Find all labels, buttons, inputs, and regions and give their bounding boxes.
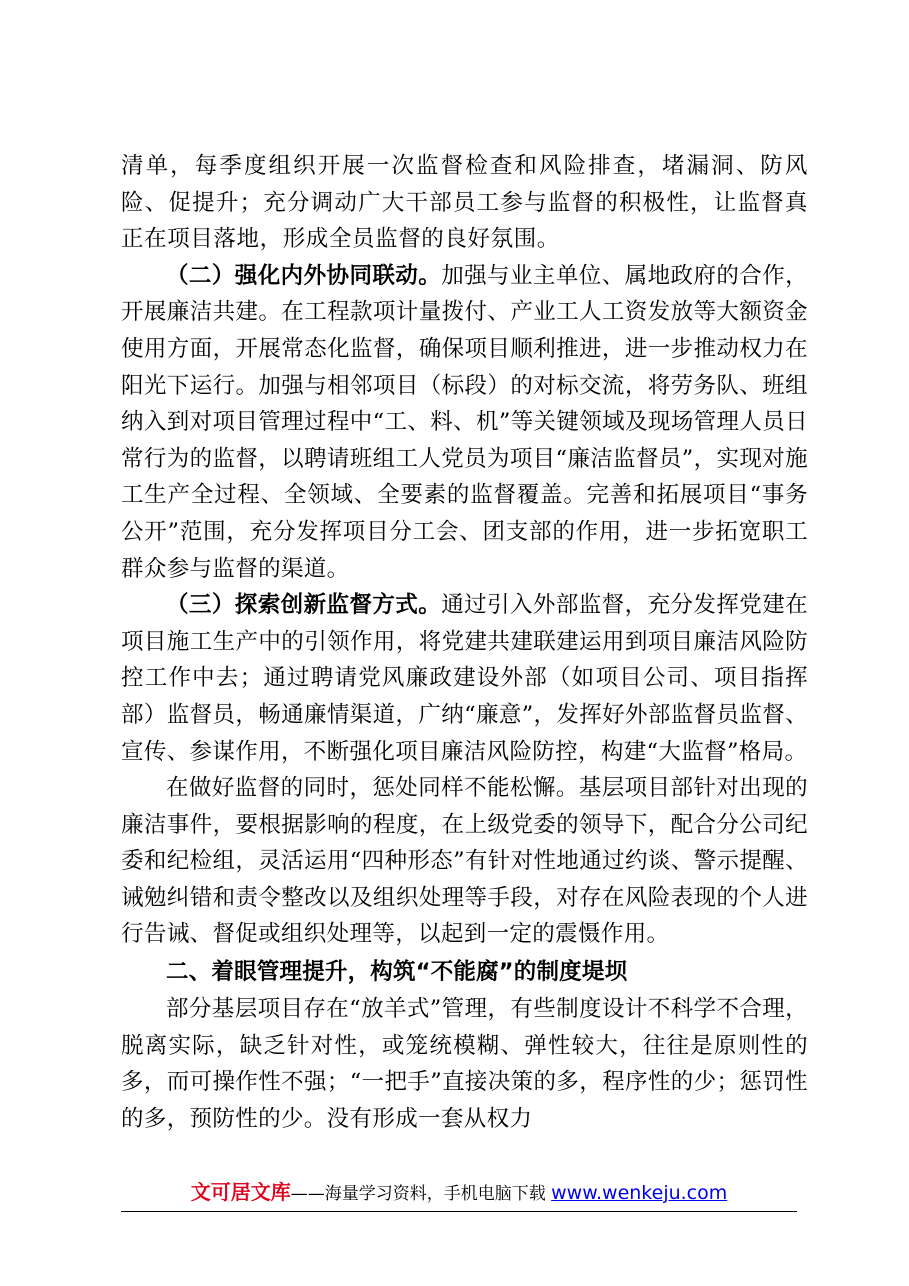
paragraph-text: 部分基层项目存在“放羊式”管理，有些制度设计不科学不合理，脱离实际，缺乏针对性，或笼统模糊、弹性较大，往往是原则性的多，而可操作性不强；“一把手”直接决策的多，程序性的少；惩罚性的多，预防性的少。没有形成一套从权力 (121, 996, 808, 1132)
footer-slogan: ——海量学习资料，手机电脑下载 (290, 1184, 546, 1204)
section-heading: 二、着眼管理提升，构筑“不能腐”的制度堤坝 (166, 959, 628, 986)
footer-website-link[interactable]: www.wenkeju.com (551, 1182, 728, 1204)
paragraph-section-2 (121, 258, 808, 587)
paragraph-text: 在做好监督的同时，惩处同样不能松懈。基层项目部针对出现的廉洁事件，要根据影响的程度，在上级党委的领导下，配合分公司纪委和纪检组，灵活运用“四种形态”有针对性地通过约谈、警示提醒、诫勉纠错和责令整改以及组织处理等手段，对存在风险表现的个人进行告诫、督促或组织处理等，以起到一定的震慑作用。 (121, 775, 808, 948)
paragraph-continuation (121, 148, 808, 258)
paragraph-text: 加强与业主单位、属地政府的合作，开展廉洁共建。在工程款项计量拨付、产业工人工资发放等大额资金使用方面，开展常态化监督，确保项目顺利推进，进一步推动权力在阳光下运行。加强与相邻项目（标段）的对标交流，将劳务队、班组纳入到对项目管理过程中“工、料、机”等关键领域及现场管理人员日常行为的监督，以聘请班组工人党员为项目“廉洁监督员”，实现对施工生产全过程、全领域、全要素的监督覆盖。完善和拓展项目“事务公开”范围，充分发挥项目分工会、团支部的作用，进一步拓宽职工群众参与监督的渠道。 (121, 262, 809, 582)
paragraph-text: 通过引入外部监督，充分发挥党建在项目施工生产中的引领作用，将党建共建联建运用到项目廉洁风险防控工作中去；通过聘请党风廉政建设外部（如项目公司、项目指挥部）监督员，畅通廉情渠道，广纳“廉意”，发挥好外部监督员监督、宣传、参谋作用，不断强化项目廉洁风险防控，构建“大监督”格局。 (121, 592, 809, 765)
paragraph-text: 清单，每季度组织开展一次监督检查和风险排查，堵漏洞、防风险、促提升；充分调动广大干部员工参与监督的积极性，让监督真正在项目落地，形成全员监督的良好氛围。 (121, 153, 808, 253)
document-body (121, 148, 808, 1137)
section-lead: （二）强化内外协同联动。 (166, 262, 442, 289)
footer-divider (121, 1211, 797, 1212)
footer-banner (121, 1176, 797, 1210)
paragraph-punishment (121, 770, 808, 953)
section-lead: （三）探索创新监督方式。 (166, 592, 442, 619)
footer-brand-name: 文可居文库 (190, 1180, 291, 1204)
paragraph-section-3 (121, 587, 808, 770)
paragraph-management (121, 991, 808, 1137)
